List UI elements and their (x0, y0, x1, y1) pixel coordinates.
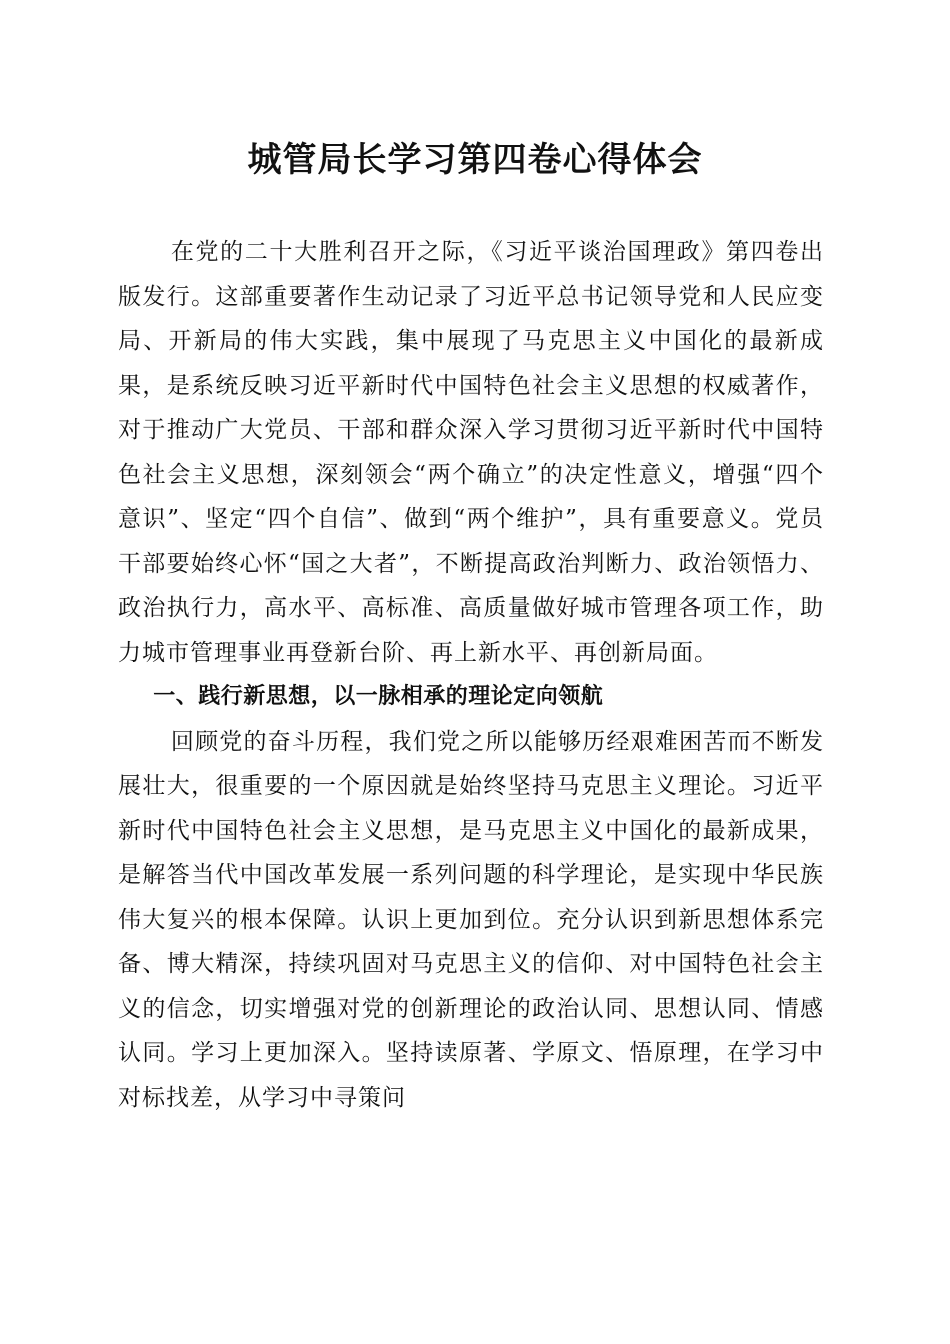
document-title: 城管局长学习第四卷心得体会 (247, 140, 703, 180)
paragraph-intro: 在党的二十大胜利召开之际，《习近平谈治国理政》第四卷出版发行。这部重要著作生动记录了习近平总书记领导党和人民应变局、开新局的伟大实践，集中展现了马克思主义中国化的最新成果，是系统反映习近平新时代中国特色社会主义思想的权威著作，对于推动广大党员、干部和群众深入学习贯彻习近平新时代中国特色社会主义思想，深刻领会“两个确立”的决定性意义，增强“四个意识”、坚定“四个自信”、做到“两个维护”，具有重要意义。党员干部要始终心怀“国之大者”，不断提高政治判断力、政治领悟力、政治执行力，高水平、高标准、高质量做好城市管理各项工作，助力城市管理事业再登新台阶、再上新水平、再创新局面。 (118, 239, 824, 666)
section-heading-1: 一、践行新思想，以一脉相承的理论定向领航 (153, 684, 604, 709)
paragraph-section-1: 回顾党的奋斗历程，我们党之所以能够历经艰难困苦而不断发展壮大，很重要的一个原因就是始终坚持马克思主义理论。习近平新时代中国特色社会主义思想，是马克思主义中国化的最新成果，是解答当代中国改革发展一系列问题的科学理论，是实现中华民族伟大复兴的根本保障。认识上更加到位。充分认识到新思想体系完备、博大精深，持续巩固对马克思主义的信仰、对中国特色社会主义的信念，切实增强对党的创新理论的政治认同、思想认同、情感认同。学习上更加深入。坚持读原著、学原文、悟原理，在学习中对标找差，从学习中寻策问 (118, 728, 824, 1111)
document-body (118, 230, 824, 1120)
